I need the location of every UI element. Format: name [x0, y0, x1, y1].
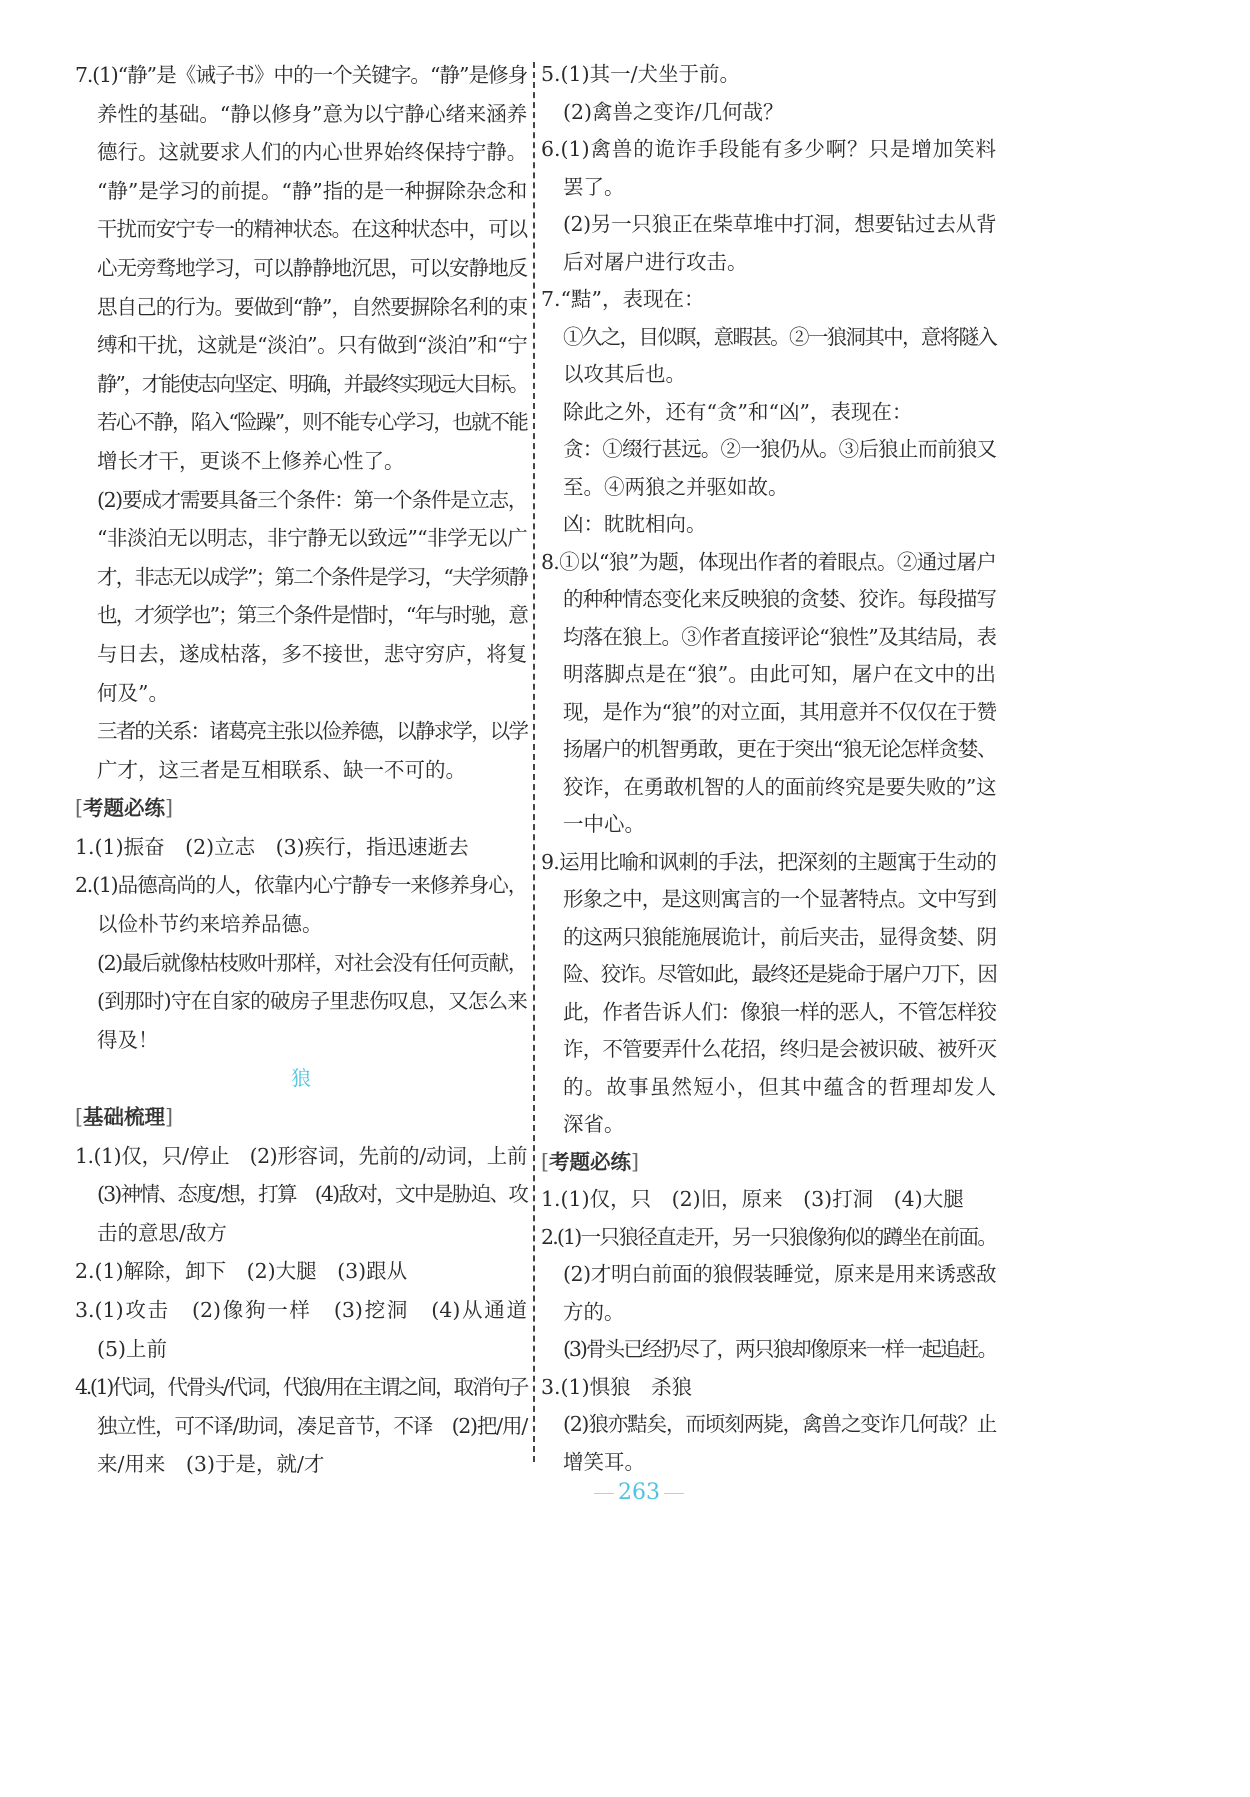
answer-line: 诈，不管要弄什么花招，终归是会被识破、被歼灭 [563, 1037, 996, 1061]
answer-line: 扬屠户的机智勇敢，更在于突出“狼无论怎样贪婪、 [563, 737, 996, 761]
answer-line: 至。④两狼之并驱如故。 [563, 474, 789, 499]
section-heading: [考题必练] [541, 1149, 639, 1174]
left-column [75, 56, 527, 1484]
answer-line: 4.(1)代词，代骨头/代词，代狼/用在主谓之间，取消句子 [75, 1375, 527, 1400]
answer-line: 方的。 [563, 1299, 625, 1324]
answer-line: 击的意思/敌方 [97, 1220, 227, 1245]
answer-line: 均落在狼上。③作者直接评论“狼性”及其结局，表 [563, 624, 996, 649]
answer-line: 明落脚点是在“狼”。由此可知，屠户在文中的出 [563, 662, 996, 686]
answer-line: 后对屠户进行攻击。 [563, 249, 748, 274]
answer-line: ①久之，目似瞑，意暇甚。②一狼洞其中，意将隧入 [563, 324, 996, 349]
answer-line: 除此之外，还有“贪”和“凶”，表现在： [563, 399, 913, 424]
answer-line: 一中心。 [563, 812, 645, 836]
answer-line: (2)狼亦黠矣，而顷刻两毙，禽兽之变诈几何哉？止 [563, 1412, 996, 1436]
answer-line: 深省。 [563, 1112, 625, 1136]
answer-line: 险、狡诈。尽管如此，最终还是毙命于屠户刀下，因 [563, 962, 996, 986]
answer-line: 1.(1)仅，只 (2)旧，原来 (3)打洞 (4)大腿 [541, 1187, 964, 1211]
right-column [541, 56, 996, 1481]
answer-line: 形象之中，是这则寓言的一个显著特点。文中写到 [563, 887, 996, 911]
answer-line: 思自己的行为。要做到“静”，自然要摒除名利的束 [97, 294, 527, 319]
answer-line: 独立性，可不译/助词，凑足音节，不译 (2)把/用/ [97, 1413, 527, 1438]
answer-line: 来/用来 (3)于是，就/才 [97, 1452, 325, 1477]
answer-line: (3)骨头已经扔尽了，两只狼却像原来一样一起追赶。 [563, 1337, 996, 1361]
answer-line: 2.(1)一只狼径直走开，另一只狼像狗似的蹲坐在前面。 [541, 1224, 996, 1249]
answer-line: (5)上前 [97, 1336, 168, 1361]
section-heading-text: 基础梳理 [83, 1105, 165, 1130]
answer-line: 以俭朴节约来培养品德。 [97, 912, 323, 937]
answer-line: 与日去，遂成枯落，多不接世，悲守穷庐，将复 [97, 641, 527, 666]
answer-line: 三者的关系：诸葛亮主张以俭养德，以静求学，以学 [97, 719, 527, 744]
section-heading-text: 考题必练 [549, 1149, 631, 1174]
answer-line: 7.“黠”，表现在： [541, 287, 705, 311]
answer-line: 凶：眈眈相向。 [563, 512, 707, 536]
answer-line: 以攻其后也。 [563, 362, 686, 386]
answer-line: 2.(1)品德高尚的人，依靠内心宁静专一来修养身心， [75, 873, 527, 898]
answer-line: 增长才干，更谈不上修养心性了。 [97, 448, 405, 473]
answer-line: 罢了。 [563, 174, 625, 199]
answer-line: 干扰而安宁专一的精神状态。在这种状态中，可以 [97, 217, 527, 242]
answer-line: 德行。这就要求人们的内心世界始终保持宁静。 [97, 140, 527, 165]
answer-line: 才，非志无以成学”；第二个条件是学习，“夫学须静 [97, 564, 527, 589]
answer-line: 的种种情态变化来反映狼的贪婪、狡诈。每段描写 [563, 587, 996, 611]
answer-line: 若心不静，陷入“险躁”，则不能专心学习，也就不能 [97, 410, 527, 435]
answer-line: 得及！ [97, 1027, 159, 1052]
column-divider [533, 62, 535, 1462]
answer-line: “静”是学习的前提。“静”指的是一种摒除杂念和 [97, 178, 527, 203]
section-heading: [基础梳理] [75, 1105, 173, 1130]
answer-line: 广才，这三者是互相联系、缺一不可的。 [97, 757, 466, 782]
answer-line: 的这两只狼能施展诡计，前后夹击，显得贪婪、阴 [563, 924, 996, 949]
page-number: 263 [590, 1480, 670, 1505]
answer-line: 养性的基础。“静以修身”意为以宁静心绪来涵养 [97, 101, 527, 126]
answer-line: 静”，才能使志向坚定、明确，并最终实现远大目标。 [97, 371, 527, 396]
answer-line: 何及”。 [97, 680, 169, 705]
answer-line: 此，作者告诉人们：像狼一样的恶人，不管怎样狡 [563, 999, 996, 1024]
answer-line: 的。故事虽然短小，但其中蕴含的哲理却发人 [563, 1074, 996, 1099]
answer-line: (2)要成才需要具备三个条件：第一个条件是立志， [97, 487, 527, 512]
answer-line: 1.(1)振奋 (2)立志 (3)疾行，指迅速逝去 [75, 834, 469, 859]
answer-line: 9.运用比喻和讽刺的手法，把深刻的主题寓于生动的 [541, 849, 996, 874]
answer-line: 狡诈，在勇敢机智的人的面前终究是要失败的”这 [563, 774, 996, 799]
section-heading-text: 考题必练 [83, 796, 165, 821]
answer-line: 也，才须学也”；第三个条件是惜时，“年与时驰，意 [97, 603, 527, 628]
answer-line: 1.(1)仅，只/停止 (2)形容词，先前的/动词，上前 [75, 1143, 527, 1168]
answer-line: 2.(1)解除，卸下 (2)大腿 (3)跟从 [75, 1259, 408, 1284]
answer-line: (2)最后就像枯枝败叶那样，对社会没有任何贡献， [97, 950, 527, 975]
answer-line: (2)才明白前面的狼假装睡觉，原来是用来诱惑敌 [563, 1262, 996, 1286]
answer-line: 8.①以“狼”为题，体现出作者的着眼点。②通过屠户 [541, 549, 996, 574]
section-heading: [考题必练] [75, 796, 173, 821]
lesson-title: 狼 [291, 1066, 311, 1091]
answer-line: 贪：①缀行甚远。②一狼仍从。③后狼止而前狼又 [563, 437, 996, 461]
answer-line: 5.(1)其一/犬坐于前。 [541, 62, 741, 86]
answer-line: 现，是作为“狼”的对立面，其用意并不仅仅在于赞 [563, 699, 996, 724]
answer-line: 3.(1)惧狼 杀狼 [541, 1374, 693, 1399]
answer-line: 3.(1)攻击 (2)像狗一样 (3)挖洞 (4)从通道 [75, 1298, 527, 1322]
answer-line: 缚和干扰，这就是“淡泊”。只有做到“淡泊”和“宁 [97, 333, 527, 358]
answer-line: 增笑耳。 [563, 1449, 645, 1474]
answer-line: “非淡泊无以明志，非宁静无以致远”“非学无以广 [97, 526, 527, 551]
answer-line: 6.(1)禽兽的诡诈手段能有多少啊？只是增加笑料 [541, 137, 996, 161]
answer-line: (3)神情、态度/想，打算 (4)敌对，文中是胁迫、攻 [97, 1182, 527, 1207]
answer-line: 7.(1)“静”是《诫子书》中的一个关键字。“静”是修身 [75, 63, 527, 87]
answer-line: (2)另一只狼正在柴草堆中打洞，想要钻过去从背 [563, 212, 996, 236]
answer-line: (2)禽兽之变诈/几何哉？ [563, 99, 784, 124]
answer-line: 心无旁骛地学习，可以静静地沉思，可以安静地反 [97, 255, 527, 280]
answer-line: (到那时)守在自家的破房子里悲伤叹息，又怎么来 [97, 989, 527, 1014]
